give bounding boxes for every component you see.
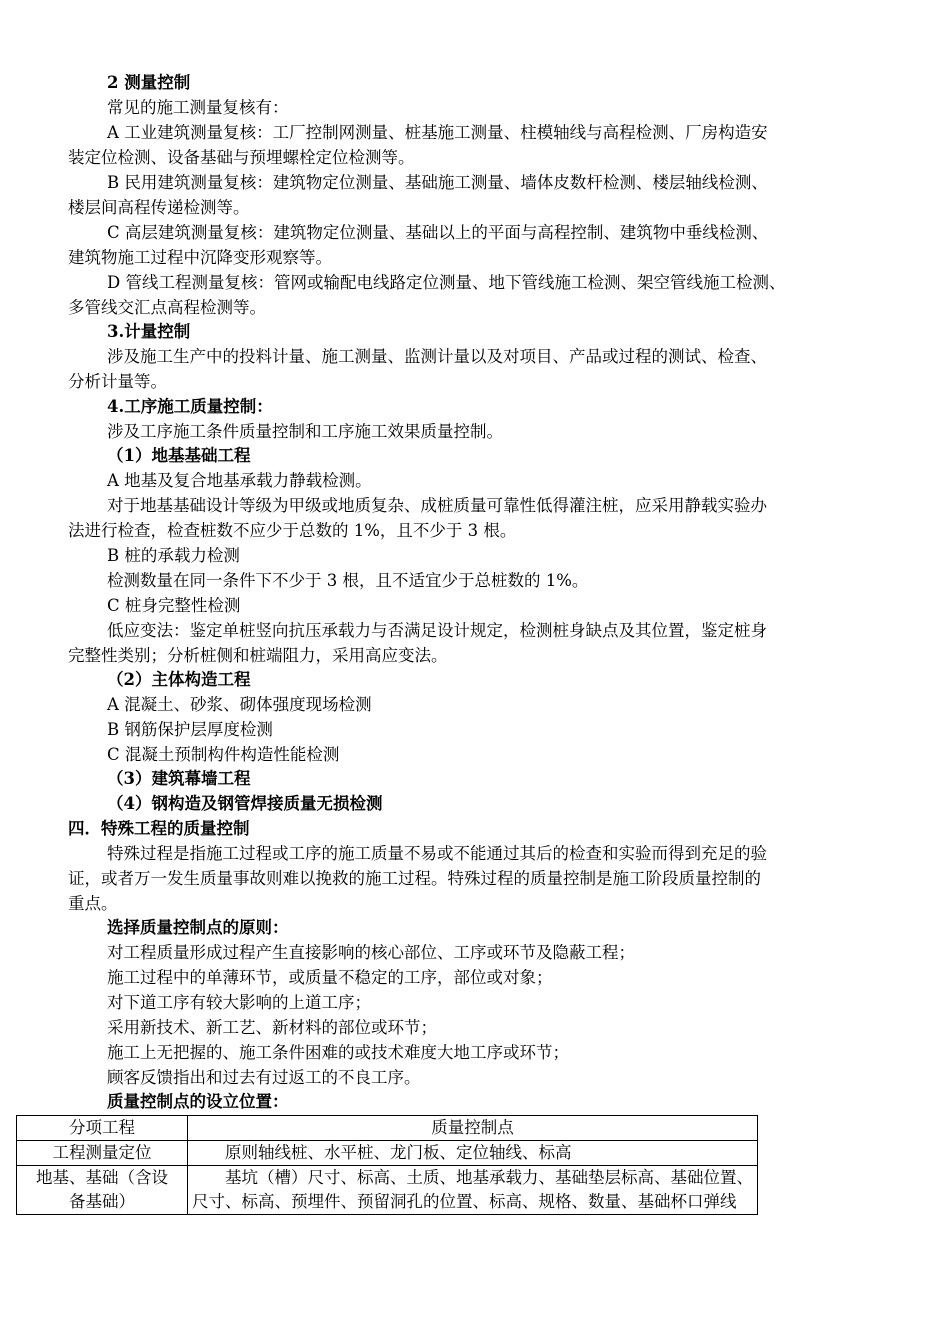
paragraph-line: A 地基及复合地基承载力静载检测。 bbox=[107, 471, 372, 490]
paragraph-line: 分析计量等。 bbox=[68, 372, 167, 391]
paragraph-line: 特殊过程是指施工过程或工序的施工质量不易或不能通过其后的检查和实验而得到充足的验 bbox=[107, 844, 767, 863]
paragraph-line: B 钢筋保护层厚度检测 bbox=[107, 720, 273, 739]
paragraph-line: 顾客反馈指出和过去有过返工的不良工序。 bbox=[107, 1068, 421, 1087]
paragraph-line: A 混凝土、砂浆、砌体强度现场检测 bbox=[107, 695, 372, 714]
paragraph-line: 装定位检测、设备基础与预埋螺栓定位检测等。 bbox=[68, 148, 415, 167]
heading-surveying-control: 2 测量控制 bbox=[107, 73, 191, 92]
paragraph-line: 对于地基基础设计等级为甲级或地质复杂、成桩质量可靠性低得灌注桩，应采用静载实验办 bbox=[107, 496, 767, 515]
table-cell-points: 基坑（槽）尺寸、标高、土质、地基承载力、基础垫层标高、基础位置、尺寸、标高、预埋件、预留洞孔的位置、标高、规格、数量、基础杯口弹线 bbox=[188, 1166, 758, 1215]
table-row bbox=[17, 1141, 758, 1166]
heading-selection-principles: 选择质量控制点的原则： bbox=[107, 918, 289, 937]
paragraph-line: 重点。 bbox=[68, 894, 118, 913]
quality-control-table bbox=[16, 1115, 758, 1215]
paragraph-line: 涉及施工生产中的投料计量、施工测量、监测计量以及对项目、产品或过程的测试、检查、 bbox=[107, 347, 767, 366]
paragraph-line: B 民用建筑测量复核：建筑物定位测量、基础施工测量、墙体皮数杆检测、楼层轴线检测、 bbox=[107, 173, 768, 192]
paragraph-line: 建筑物施工过程中沉降变形观察等。 bbox=[68, 248, 332, 267]
paragraph-line: 对下道工序有较大影响的上道工序； bbox=[107, 993, 371, 1012]
table-cell-item: 工程测量定位 bbox=[17, 1141, 188, 1166]
heading-metering-control: 3.计量控制 bbox=[107, 322, 191, 341]
paragraph-line: C 桩身完整性检测 bbox=[107, 596, 241, 615]
paragraph-line: 完整性类别；分析桩侧和桩端阻力，采用高应变法。 bbox=[68, 646, 448, 665]
table-cell-points: 原则轴线桩、水平桩、龙门板、定位轴线、标高 bbox=[188, 1141, 758, 1166]
table-header-row bbox=[17, 1116, 758, 1141]
subheading-steel-structure: （4）钢构造及钢管焊接质量无损检测 bbox=[107, 794, 383, 813]
subheading-main-structure: （2）主体构造工程 bbox=[107, 670, 251, 689]
paragraph-line: 对工程质量形成过程产生直接影响的核心部位、工序或环节及隐蔽工程； bbox=[107, 943, 635, 962]
paragraph-line: 施工上无把握的、施工条件困难的或技术难度大地工序或环节； bbox=[107, 1043, 569, 1062]
table-row bbox=[17, 1166, 758, 1215]
paragraph-line: 检测数量在同一条件下不少于 3 根，且不适宜少于总桩数的 1%。 bbox=[107, 571, 589, 590]
paragraph-line: D 管线工程测量复核：管网或输配电线路定位测量、地下管线施工检测、架空管线施工检测、 bbox=[107, 273, 786, 292]
table-header-cell: 质量控制点 bbox=[188, 1116, 758, 1141]
paragraph-line: 楼层间高程传递检测等。 bbox=[68, 198, 250, 217]
paragraph-line: 采用新技术、新工艺、新材料的部位或环节； bbox=[107, 1018, 437, 1037]
paragraph-line: 证，或者万一发生质量事故则难以挽救的施工过程。特殊过程的质量控制是施工阶段质量控制的 bbox=[68, 869, 761, 888]
paragraph-line: 多管线交汇点高程检测等。 bbox=[68, 298, 266, 317]
heading-process-quality-control: 4.工序施工质量控制： bbox=[107, 397, 273, 416]
table-cell-item: 地基、基础（含设备基础） bbox=[17, 1166, 188, 1215]
paragraph-line: 涉及工序施工条件质量控制和工序施工效果质量控制。 bbox=[107, 422, 503, 441]
subheading-curtain-wall: （3）建筑幕墙工程 bbox=[107, 769, 251, 788]
paragraph-line: 施工过程中的单薄环节，或质量不稳定的工序，部位或对象； bbox=[107, 968, 553, 987]
paragraph-line: 低应变法：鉴定单桩竖向抗压承载力与否满足设计规定，检测桩身缺点及其位置，鉴定桩身 bbox=[107, 621, 767, 640]
subheading-foundation: （1）地基基础工程 bbox=[107, 446, 251, 465]
paragraph-line: 法进行检查，检查桩数不应少于总数的 1%，且不少于 3 根。 bbox=[68, 521, 517, 540]
paragraph-line: C 混凝土预制构件构造性能检测 bbox=[107, 745, 340, 764]
paragraph-line: A 工业建筑测量复核：工厂控制网测量、桩基施工测量、柱模轴线与高程检测、厂房构造安 bbox=[107, 123, 768, 142]
paragraph-line: C 高层建筑测量复核：建筑物定位测量、基础以上的平面与高程控制、建筑物中垂线检测、 bbox=[107, 223, 769, 242]
heading-control-point-locations: 质量控制点的设立位置： bbox=[107, 1092, 289, 1111]
paragraph-line: 常见的施工测量复核有： bbox=[107, 98, 289, 117]
table-header-cell: 分项工程 bbox=[17, 1116, 188, 1141]
heading-special-works: 四．特殊工程的质量控制 bbox=[68, 819, 250, 838]
paragraph-line: B 桩的承载力检测 bbox=[107, 546, 240, 565]
